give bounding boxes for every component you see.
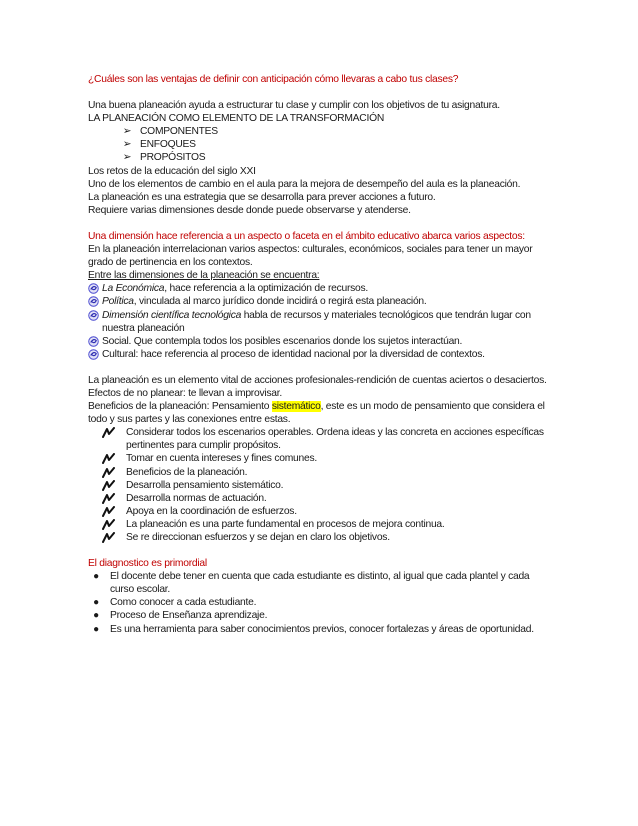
highlighted-word: sistemático	[271, 401, 321, 413]
section-title-transformation: LA PLANEACIÓN COMO ELEMENTO DE LA TRANSFORMACIÓN	[88, 113, 385, 125]
benefits-list	[88, 426, 552, 544]
list-item: ➢ COMPONENTES	[88, 125, 552, 138]
list-item: Se re direccionan esfuerzos y se dejan en claro los objetivos.	[88, 531, 552, 544]
arrow-bullet-icon: ➢	[122, 152, 132, 164]
swirl-bullet-icon	[88, 336, 99, 347]
zigzag-bullet-icon	[102, 519, 116, 530]
list-item: Desarrolla pensamiento sistemático.	[88, 479, 552, 492]
paragraph-dimensions-required: Requiere varias dimensiones desde donde puede observarse y atenderse.	[88, 204, 411, 216]
paragraph-challenges: Los retos de la educación del siglo XXI	[88, 165, 256, 177]
swirl-bullet-icon	[88, 296, 99, 307]
paragraph-planning-helps: Una buena planeación ayuda a estructurar tu clase y cumplir con los objetivos de tu asignatura.	[88, 100, 500, 112]
list-item: Dimensión científica tecnológica habla de recursos y materiales tecnológicos que tendrán lugar con nuestra planeación	[88, 309, 552, 335]
dimensions-list	[88, 282, 552, 361]
round-bullet-icon: ●	[93, 610, 99, 622]
list-item: Apoya en la coordinación de esfuerzos.	[88, 505, 552, 518]
zigzag-bullet-icon	[102, 506, 116, 517]
paragraph-interrelation: En la planeación interrelacionan varios aspectos: culturales, económicos, sociales para tener un mayor grado de pertinencia en los contextos.	[88, 244, 533, 269]
list-item: ● Es una herramienta para saber conocimientos previos, conocer fortalezas y áreas de oportunidad.	[88, 623, 552, 636]
list-item: ● El docente debe tener en cuenta que cada estudiante es distinto, al igual que cada plantel y cada curso escolar.	[88, 570, 552, 596]
paragraph-change-elements: Uno de los elementos de cambio en el aula para la mejora de desempeño del aula es la planeación.	[88, 178, 521, 190]
paragraph-strategy: La planeación es una estrategia que se desarrolla para prever acciones a futuro.	[88, 191, 436, 203]
list-item: Política, vinculada al marco jurídico donde incidirá o regirá esta planeación.	[88, 295, 552, 308]
paragraph-dimensions-intro: Entre las dimensiones de la planeación se encuentra:	[88, 270, 320, 282]
round-bullet-icon: ●	[93, 623, 99, 635]
diagnostic-list	[88, 570, 552, 635]
list-item: Social. Que contempla todos los posibles escenarios donde los sujetos interactúan.	[88, 335, 552, 348]
list-item: Considerar todos los escenarios operables. Ordena ideas y las concreta en acciones específicas pertinentes para cumplir propósitos.	[88, 426, 552, 452]
paragraph-vital-element: La planeación es un elemento vital de acciones profesionales-rendición de cuentas aciertos o desaciertos.	[88, 374, 547, 386]
paragraph-benefits-intro: Beneficios de la planeación: Pensamiento sistemático, este es un modo de pensamiento que considera el todo y sus partes y las conexiones entre estas.	[88, 401, 545, 426]
diagnostic-heading: El diagnostico es primordial	[88, 558, 207, 570]
list-item: La Económica, hace referencia a la optimización de recursos.	[88, 282, 552, 295]
question-heading: ¿Cuáles son las ventajas de definir con anticipación cómo llevaras a cabo tus clases?	[88, 74, 459, 85]
list-item: ● Proceso de Enseñanza aprendizaje.	[88, 609, 552, 622]
zigzag-bullet-icon	[102, 453, 116, 464]
round-bullet-icon: ●	[93, 597, 99, 609]
list-item: ➢ PROPÓSITOS	[88, 151, 552, 164]
round-bullet-icon: ●	[93, 571, 99, 583]
list-item: Tomar en cuenta intereses y fines comunes.	[88, 452, 552, 465]
list-item: Cultural: hace referencia al proceso de identidad nacional por la diversidad de contextos.	[88, 348, 552, 361]
components-list	[88, 125, 552, 164]
list-item: Beneficios de la planeación.	[88, 466, 552, 479]
zigzag-bullet-icon	[102, 493, 116, 504]
swirl-bullet-icon	[88, 310, 99, 321]
list-item: ● Como conocer a cada estudiante.	[88, 596, 552, 609]
swirl-bullet-icon	[88, 283, 99, 294]
swirl-bullet-icon	[88, 349, 99, 360]
zigzag-bullet-icon	[102, 427, 116, 438]
arrow-bullet-icon: ➢	[122, 126, 132, 138]
zigzag-bullet-icon	[102, 480, 116, 491]
paragraph-no-planning: Efectos de no planear: te llevan a improvisar.	[88, 387, 282, 399]
zigzag-bullet-icon	[102, 532, 116, 543]
list-item: ➢ ENFOQUES	[88, 138, 552, 151]
arrow-bullet-icon: ➢	[122, 139, 132, 151]
dimension-heading: Una dimensión hace referencia a un aspecto o faceta en el ámbito educativo abarca varios aspectos:	[88, 230, 525, 242]
list-item: Desarrolla normas de actuación.	[88, 492, 552, 505]
list-item: La planeación es una parte fundamental en procesos de mejora continua.	[88, 518, 552, 531]
zigzag-bullet-icon	[102, 467, 116, 478]
